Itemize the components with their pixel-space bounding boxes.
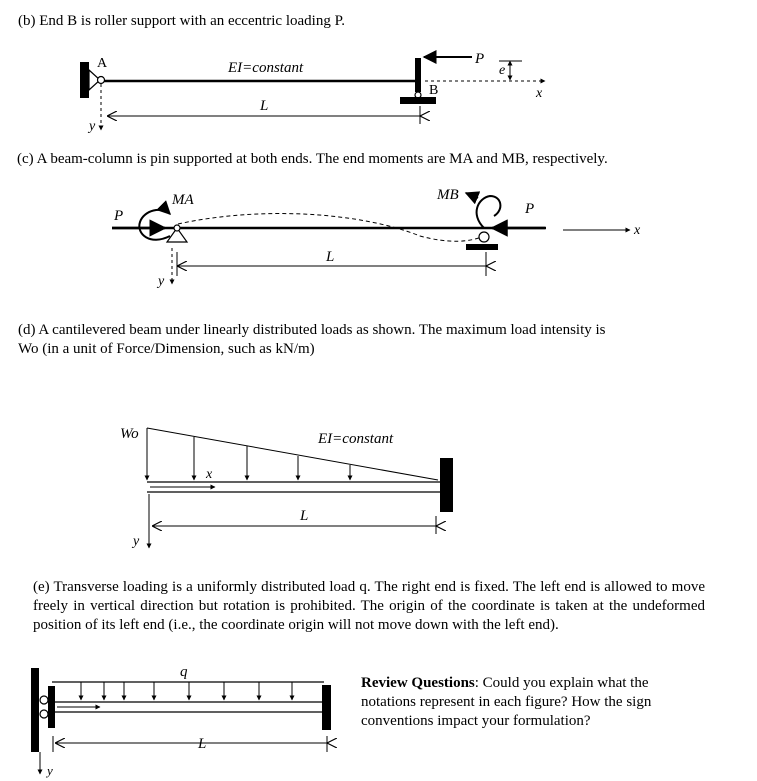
y-label-b: y: [89, 119, 96, 134]
length-label-d: L: [300, 508, 309, 524]
guide-roller-e: [40, 696, 48, 704]
roller-c-right: [479, 232, 489, 242]
label-b: B: [429, 83, 439, 98]
length-label-c: L: [326, 249, 335, 265]
roller-base-c: [466, 244, 498, 250]
review-text: : Could you explain what the notations represent in each figure? How the sign conventions impact your formulation?: [361, 675, 652, 729]
fixed-wall-e: [322, 685, 331, 730]
ecc-label: e: [499, 63, 506, 78]
y-label-d: y: [133, 534, 140, 549]
load-q-label: q: [180, 664, 188, 680]
part-d-heading-line1: (d) A cantilevered beam under linearly distributed loads as shown. The maximum load intensity is: [18, 322, 606, 338]
y-label-c: y: [158, 274, 165, 289]
review-questions: [361, 674, 691, 731]
review-label: Review Questions: [361, 675, 475, 691]
left-end-plate-e: [48, 686, 55, 728]
ei-label-d: EI=constant: [318, 431, 394, 447]
load-p-b: P: [475, 51, 485, 67]
load-p-right-c: P: [525, 201, 535, 217]
end-plate-b: [415, 58, 421, 92]
x-label-c: x: [634, 223, 641, 238]
length-label-e: L: [198, 736, 207, 752]
x-label-b: x: [536, 86, 543, 101]
load-p-left-c: P: [114, 208, 124, 224]
part-e-paragraph: (e) Transverse loading is a uniformly distributed load q. The right end is fixed. The left end is allowed to move freely in vertical direction but rotation is prohibited. The origin of the coordinate is taken at the undeformed position of its left end (i.e., the coordinate origin will not move down with the left end).: [33, 579, 705, 633]
moment-b-arrow: [477, 196, 501, 228]
moment-a-arrow: [139, 210, 170, 240]
roller-base-b: [400, 97, 436, 104]
pin-a: [98, 77, 105, 84]
y-label-e: y: [47, 763, 53, 778]
wall-a: [80, 62, 89, 98]
w0-label: Wo: [120, 426, 139, 442]
label-a: A: [97, 56, 108, 71]
load-profile-d: [147, 428, 438, 480]
length-label-b: L: [260, 98, 269, 114]
moment-b-label: MB: [437, 187, 459, 203]
part-b-heading: (b) End B is roller support with an eccentric loading P.: [18, 13, 346, 29]
guide-wall-e: [31, 668, 39, 752]
part-d-heading-line2: Wo (in a unit of Force/Dimension, such as kN/m): [18, 341, 315, 357]
moment-a-label: MA: [172, 192, 194, 208]
ei-label-b: EI=constant: [228, 60, 304, 76]
part-c-heading: (c) A beam-column is pin supported at both ends. The end moments are MA and MB, respectively.: [17, 151, 608, 167]
x-label-d: x: [206, 467, 213, 482]
fixed-wall-d: [440, 458, 453, 512]
guide-roller-e: [40, 710, 48, 718]
